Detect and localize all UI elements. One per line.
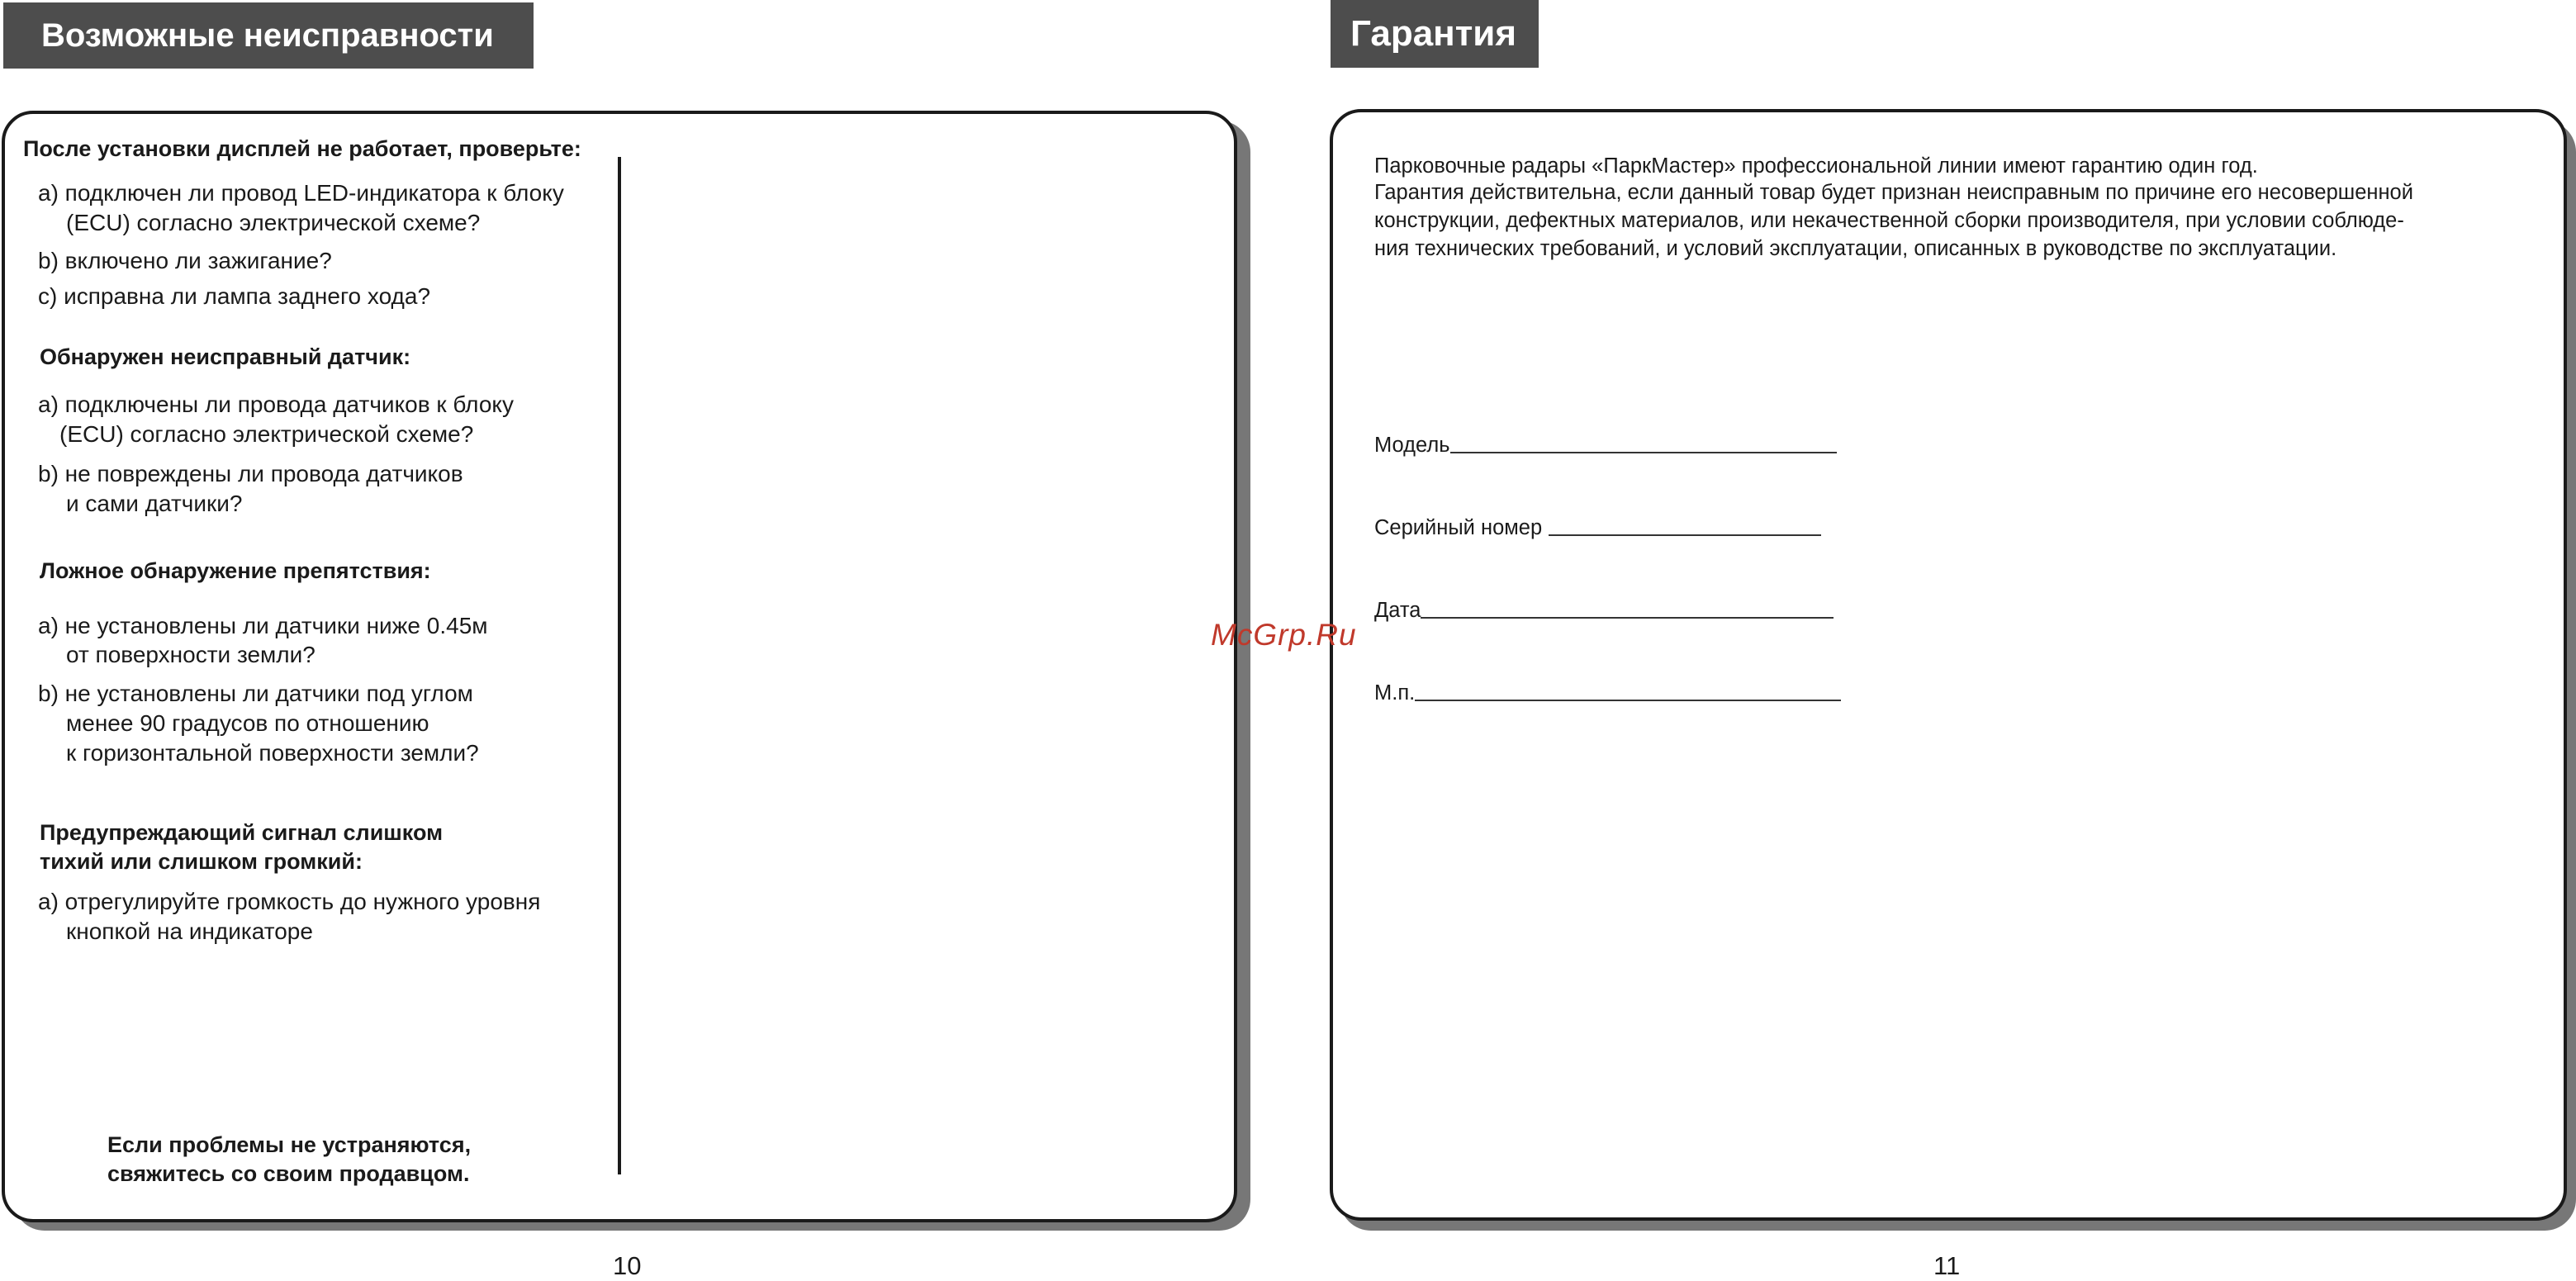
right-page-header: Гарантия <box>1331 0 1539 68</box>
stamp-label: М.п. <box>1374 681 1416 705</box>
left-page-header: Возможные неисправности <box>3 2 534 69</box>
volume-fix-line1: a) отрегулируйте громкость до нужного уровня <box>38 889 541 914</box>
false-detection-a-line2: от поверхности земли? <box>66 642 315 667</box>
stamp-field[interactable] <box>1374 677 1841 705</box>
false-detection-b-line3: к горизонтальной поверхности земли? <box>66 740 479 766</box>
section-false-detection-title: Ложное обнаружение препятствия: <box>40 558 431 583</box>
section-volume-title-line2: тихий или слишком громкий: <box>40 849 363 874</box>
watermark-text: McGrp.Ru <box>1211 618 1357 652</box>
display-check-a-line1: a) подключен ли провод LED-индикатора к блоку <box>38 180 564 206</box>
model-underline <box>1450 452 1837 453</box>
warranty-panel <box>1330 109 2567 1221</box>
date-field[interactable] <box>1374 595 1834 623</box>
section-volume-title-line1: Предупреждающий сигнал слишком <box>40 820 444 845</box>
volume-fix-line2: кнопкой на индикаторе <box>66 918 313 944</box>
false-detection-a-line1: a) не установлены ли датчики ниже 0.45м <box>38 613 488 638</box>
vertical-divider <box>618 157 621 1174</box>
serial-number-label: Серийный номер <box>1374 516 1543 539</box>
warranty-text-line4: ния технических требований, и условий эксплуатации, описанных в руководстве по эксплуатации. <box>1374 237 2337 260</box>
model-label: Модель <box>1374 434 1450 457</box>
warranty-text-line2: Гарантия действительна, если данный товар будет признан неисправным по причине его несовершенной <box>1374 181 2413 204</box>
section-sensor-title: Обнаружен неисправный датчик: <box>40 344 411 369</box>
date-label: Дата <box>1374 599 1421 622</box>
contact-seller-line2: свяжитесь со своим продавцом. <box>107 1161 470 1186</box>
display-check-c: c) исправна ли лампа заднего хода? <box>38 283 431 309</box>
warranty-text-line1: Парковочные радары «ПаркМастер» профессиональной линии имеют гарантию один год. <box>1374 154 2258 178</box>
serial-number-field[interactable] <box>1374 512 1821 540</box>
display-check-b: b) включено ли зажигание? <box>38 248 332 273</box>
page-number-left: 10 <box>613 1251 642 1280</box>
stamp-underline <box>1415 700 1841 701</box>
display-check-a-line2: (ECU) согласно электрической схеме? <box>66 210 481 235</box>
page-number-right: 11 <box>1933 1251 1961 1280</box>
false-detection-b-line1: b) не установлены ли датчики под углом <box>38 681 473 706</box>
sensor-check-b-line2: и сами датчики? <box>66 491 243 516</box>
serial-number-underline <box>1549 534 1821 536</box>
warranty-text-line3: конструкции, дефектных материалов, или некачественной сборки производителя, при условии соблюде- <box>1374 209 2404 232</box>
sensor-check-b-line1: b) не повреждены ли провода датчиков <box>38 461 463 486</box>
date-underline <box>1421 617 1834 619</box>
contact-seller-line1: Если проблемы не устраняются, <box>107 1132 472 1157</box>
sensor-check-a-line1: a) подключены ли провода датчиков к блоку <box>38 391 514 417</box>
model-field[interactable] <box>1374 429 1837 458</box>
false-detection-b-line2: менее 90 градусов по отношению <box>66 710 429 736</box>
sensor-check-a-line2: (ECU) согласно электрической схеме? <box>59 421 474 447</box>
section-display-title: После установки дисплей не работает, проверьте: <box>23 136 581 161</box>
